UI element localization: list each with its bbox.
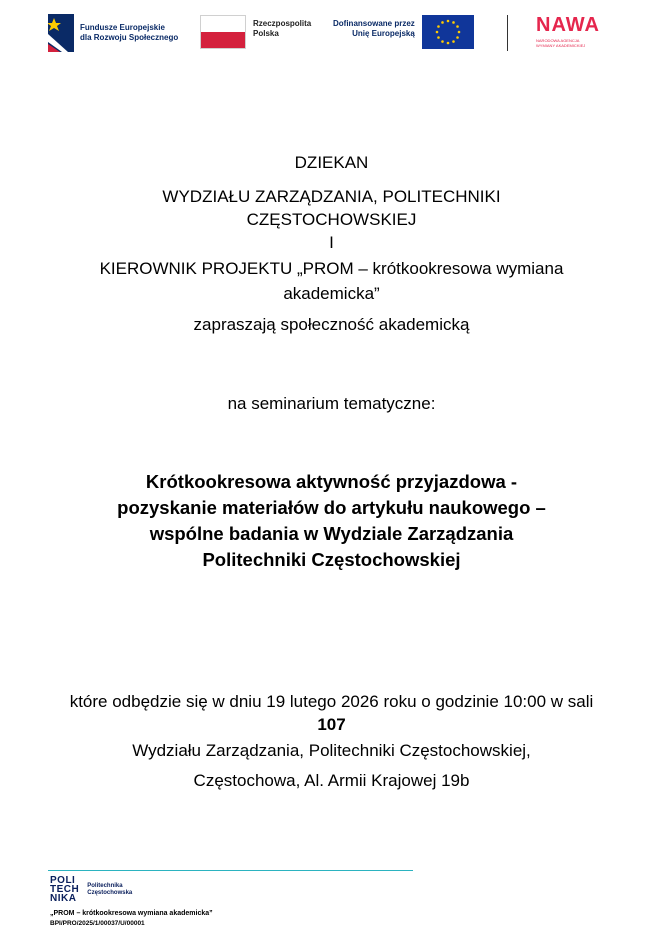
seminar-title-line4: Politechniki Częstochowskiej <box>202 549 461 570</box>
footer-project-name: „PROM – krótkookresowa wymiana akademicka” <box>50 910 213 917</box>
logo-divider <box>507 15 508 51</box>
politechnika-logo <box>50 876 132 903</box>
pcz-mark-line3: NIKA <box>50 893 77 904</box>
heading-dean: DZIEKAN <box>294 153 369 172</box>
heading-project-manager: KIEROWNIK PROJEKTU „PROM – krótkookresowa wymiana <box>99 259 564 278</box>
eu-star-icon <box>446 20 449 23</box>
poland-line1: Rzeczpospolita <box>253 19 312 28</box>
eu-star-icon <box>435 31 438 34</box>
eu-star-icon <box>441 21 444 24</box>
nawa-logo <box>536 14 600 48</box>
seminar-title-line3: wspólne badania w Wydziale Zarządzania <box>149 523 514 544</box>
funds-logo <box>48 14 178 52</box>
heading-invitation: zapraszają społeczność akademicką <box>193 315 470 334</box>
eu-star-icon <box>441 40 444 43</box>
pcz-name-line2: Częstochowska <box>87 889 133 896</box>
eu-star-icon <box>457 31 460 34</box>
seminar-intro: na seminarium tematyczne: <box>227 394 436 413</box>
logo-bar <box>0 0 663 70</box>
eu-star-icon <box>452 40 455 43</box>
pcz-mark-line1: POLI <box>50 875 76 886</box>
seminar-title-line1: Krótkookresowa aktywność przyjazdowa - <box>145 471 518 492</box>
poland-logo <box>200 15 311 49</box>
politechnika-mark <box>50 876 79 903</box>
heading-faculty: WYDZIAŁU ZARZĄDZANIA, POLITECHNIKI <box>162 187 501 206</box>
heading-project-name-end: akademicka” <box>283 284 380 303</box>
eu-star-icon <box>456 36 459 39</box>
poland-flag-icon <box>200 15 246 49</box>
pcz-mark-line2: TECH <box>50 884 80 895</box>
eu-flag-icon <box>422 15 474 49</box>
nawa-subtitle: NARODOWA AGENCJA WYMIANY AKADEMICKIEJ <box>536 38 586 48</box>
pcz-name-line1: Politechnika <box>87 882 123 889</box>
eu-star-icon <box>437 36 440 39</box>
heading-conjunction: I <box>329 233 334 252</box>
eu-star-icon <box>446 42 449 45</box>
event-date-time: które odbędzie się w dniu 19 lutego 2026 roku o godzinie 10:00 w sali <box>69 692 594 711</box>
seminar-title-line2: pozyskanie materiałów do artykułu naukowego – <box>117 497 546 518</box>
event-room: 107 <box>317 715 346 734</box>
eu-star-icon <box>456 25 459 28</box>
seminar-title <box>40 469 623 573</box>
footer-project-code: BPI/PRO/2025/1/00037/U/00001 <box>50 920 145 927</box>
eu-logo <box>333 15 474 49</box>
footer-divider <box>48 870 413 871</box>
funds-text <box>80 23 178 43</box>
politechnika-name <box>87 883 132 897</box>
event-faculty: Wydziału Zarządzania, Politechniki Częstochowskiej, <box>132 741 531 760</box>
heading-university: CZĘSTOCHOWSKIEJ <box>246 210 417 229</box>
eu-line2: Unię Europejską <box>352 29 415 38</box>
eu-star-icon <box>437 25 440 28</box>
eu-line1: Dofinansowane przez <box>333 19 415 28</box>
eu-text <box>333 19 415 39</box>
poland-line2: Polska <box>253 29 279 38</box>
event-address: Częstochowa, Al. Armii Krajowej 19b <box>193 771 470 790</box>
poland-text <box>253 19 311 39</box>
nawa-wordmark: NAWA <box>536 14 600 36</box>
european-funds-icon <box>48 14 74 52</box>
funds-line2: dla Rozwoju Społecznego <box>80 33 179 42</box>
eu-star-icon <box>452 21 455 24</box>
funds-line1: Fundusze Europejskie <box>80 23 165 32</box>
